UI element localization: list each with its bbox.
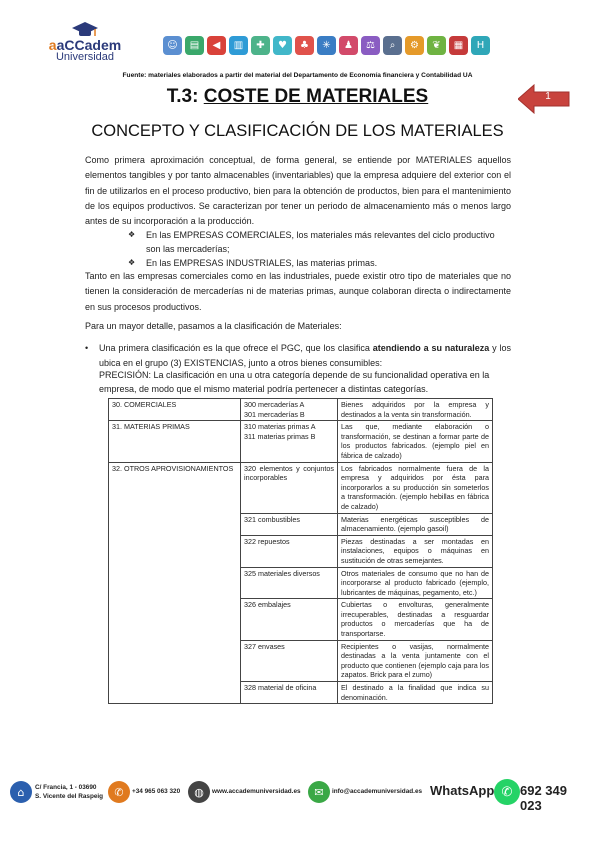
whatsapp-icon: ✆ <box>494 779 520 805</box>
group-cell: 30. COMERCIALES <box>109 399 241 421</box>
graduation-cap-icon <box>72 22 98 38</box>
account-cell: 300 mercaderías A 301 mercaderías B <box>241 399 338 421</box>
medical-icon: ✚ <box>251 36 270 55</box>
people-icon: ☺ <box>163 36 182 55</box>
megaphone-icon: ◀ <box>207 36 226 55</box>
account-cell: 327 envases <box>241 640 338 681</box>
description-cell: Recipientes o vasijas, normalmente destinadas a la venta juntamente con el producto que contienen (ejemplo caja para los zapatos. Brick para el zumo) <box>338 640 493 681</box>
footer-contact-bar <box>10 776 585 813</box>
paragraph-other-materials: Tanto en las empresas comerciales como en las industriales, puede existir otro tipo de materiales que no tienen la consideración de mercaderías ni de materias primas, aunque colaboran directa o indirectamente en sus procesos productivos. <box>85 271 511 312</box>
cake-icon: ♣ <box>295 36 314 55</box>
description-cell: El destinado a la finalidad que indica su denominación. <box>338 682 493 704</box>
bullet-list <box>128 228 508 270</box>
whatsapp-label: WhatsApp <box>430 783 495 798</box>
page-number-badge <box>518 84 570 114</box>
table-row <box>109 421 493 462</box>
description-cell: Los fabricados normalmente fuera de la empresa y adquiridos por ésta para incorporarlos a su producción sin someterlos a transformación. (ejemplo hebillas en fábrica de calzado) <box>338 462 493 513</box>
account-cell: 321 combustibles <box>241 513 338 535</box>
bank-icon: ▦ <box>449 36 468 55</box>
description-cell: Las que, mediante elaboración o transformación, se destinan a formar parte de los productos fabricados. (ejemplo piel en fábrica de calzado) <box>338 421 493 462</box>
description-cell: Piezas destinadas a ser montadas en instalaciones, equipos o máquinas en sustitución de otras semejantes. <box>338 535 493 567</box>
section-subtitle: CONCEPTO Y CLASIFICACIÓN DE LOS MATERIALES <box>91 122 504 140</box>
magnifier-icon: ⌕ <box>383 36 402 55</box>
account-cell: 326 embalajes <box>241 599 338 640</box>
atom-icon: ✳ <box>317 36 336 55</box>
page-title: T.3: COSTE DE MATERIALES <box>166 86 429 107</box>
scales-icon: ⚖ <box>361 36 380 55</box>
gear-icon: ⚙ <box>405 36 424 55</box>
group-cell: 31. MATERIAS PRIMAS <box>109 421 241 462</box>
table-row <box>109 399 493 421</box>
footer-email[interactable]: info@accademuniversidad.es <box>332 788 423 795</box>
subject-icon-strip <box>163 36 490 55</box>
classification-bullet: • Una primera clasificación es la que ofrece el PGC, que los clasifica atendiendo a su naturaleza y los ubica en el grupo (3) EXISTENCIAS, junto a otros bienes consumibles: <box>85 343 512 368</box>
person-icon: ♟ <box>339 36 358 55</box>
footer-website[interactable]: www.accademuniversidad.es <box>212 788 301 795</box>
footer-address-1: C/ Francia, 1 - 03690 <box>35 784 97 791</box>
diamond-bullet-icon: ❖ <box>128 230 136 239</box>
logo <box>45 22 125 63</box>
source-line: Fuente: materiales elaborados a partir del material del Departamento de Economía financiera y Contabilidad UA <box>122 72 473 79</box>
diamond-bullet-icon: ❖ <box>128 258 136 267</box>
logo-brand: aaCCadem <box>48 37 122 53</box>
description-cell: Materias energéticas susceptibles de almacenamiento. (ejemplo gasoil) <box>338 513 493 535</box>
account-cell: 322 repuestos <box>241 535 338 567</box>
page-number: 1 <box>545 91 551 102</box>
footer-address-2: S. Vicente del Raspeig <box>35 793 104 800</box>
description-cell: Bienes adquiridos por la empresa y destinados a la venta sin transformación. <box>338 399 493 421</box>
home-icon: ⌂ <box>10 781 32 803</box>
account-cell: 328 material de oficina <box>241 682 338 704</box>
logo-subtitle: Universidad <box>55 51 115 63</box>
table-row <box>109 462 493 513</box>
description-cell: Cubiertas o envolturas, generalmente irrecuperables, destinadas a resguardar productos o mercaderías que ha de transportarse. <box>338 599 493 640</box>
whatsapp-number[interactable]: 692 349 023 <box>520 783 567 813</box>
footer-phone[interactable]: +34 965 063 320 <box>132 788 181 795</box>
precision-note: PRECISIÓN: La clasificación en una u otra categoría depende de su funcionalidad operativa en la empresa, de modo que el mismo material podría pertenecer a distintas categorías. <box>99 370 490 394</box>
description-cell: Otros materiales de consumo que no han de incorporarse al producto fabricado (ejemplo, lubricantes de máquinas, pegamento, etc.) <box>338 567 493 599</box>
account-cell: 320 elementos y conjuntos incorporables <box>241 462 338 513</box>
leaf-icon: ❦ <box>427 36 446 55</box>
list-item: ❖ En las EMPRESAS INDUSTRIALES, las materias primas. <box>128 258 378 268</box>
list-item: ❖ En las EMPRESAS COMERCIALES, los materiales más relevantes del ciclo productivo son las mercaderías; <box>128 230 495 254</box>
materials-classification-table <box>108 398 493 704</box>
chart-icon: ▥ <box>229 36 248 55</box>
heart-icon: ♥ <box>273 36 292 55</box>
account-cell: 325 materiales diversos <box>241 567 338 599</box>
account-cell: 310 materias primas A 311 materias primas B <box>241 421 338 462</box>
phone-icon: ✆ <box>108 781 130 803</box>
bullet-dot: • <box>85 343 89 353</box>
intro-paragraph: Como primera aproximación conceptual, de forma general, se entiende por MATERIALES aquellos elementos tangibles y por tanto almacenables (inventariables) que la empresa adquiere del exterior con el fin de utilizarlos en el proceso productivo, bien para la obtención de productos, bien para el mantenimiento de los equipos productivos. Se caracterizan por tener un periodo de almacenamiento más o menos largo antes de su incorporación a la producción. <box>85 155 511 227</box>
hospital-icon: H <box>471 36 490 55</box>
group-cell: 32. OTROS APROVISIONAMIENTOS <box>109 462 241 704</box>
email-icon: ✉ <box>308 781 330 803</box>
paragraph-classification-intro: Para un mayor detalle, pasamos a la clasificación de Materiales: <box>85 321 342 331</box>
clipboard-icon: ▤ <box>185 36 204 55</box>
globe-icon: ◍ <box>188 781 210 803</box>
